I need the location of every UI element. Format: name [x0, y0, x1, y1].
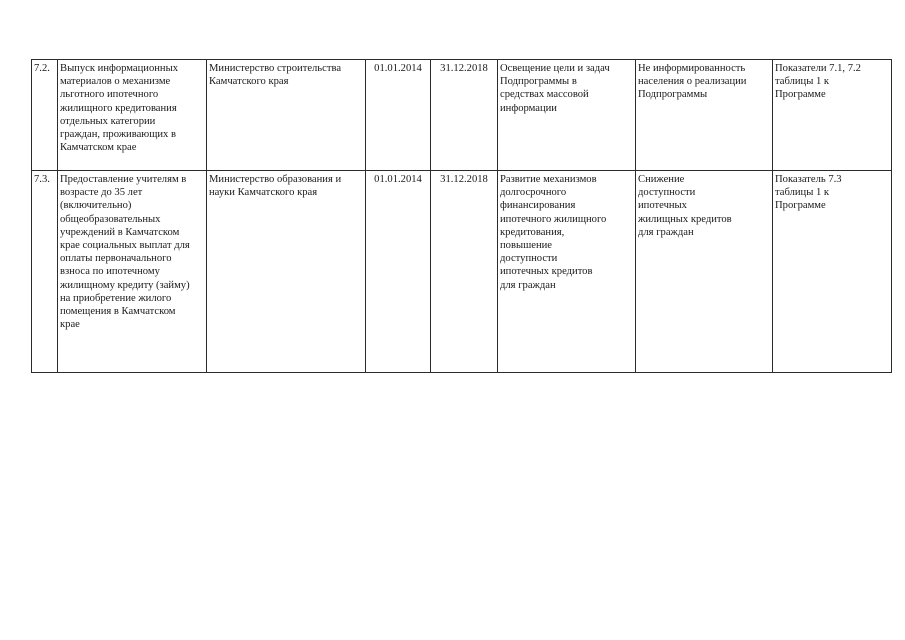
executor: Министерство образования и науки Камчатского края — [207, 171, 366, 373]
table-row — [32, 171, 892, 373]
table-row — [32, 60, 892, 171]
measure-name: Выпуск информационных материалов о механизме льготного ипотечного жилищного кредитования отдельных категории граждан, проживающих в Камчатском крае — [58, 60, 207, 171]
end-date: 31.12.2018 — [431, 171, 498, 373]
related-indicators: Показатели 7.1, 7.2 таблицы 1 к Программе — [773, 60, 892, 171]
non-implementation-consequence: Не информированность населения о реализации Подпрограммы — [636, 60, 773, 171]
related-indicators: Показатель 7.3 таблицы 1 к Программе — [773, 171, 892, 373]
non-implementation-consequence: Снижение доступности ипотечных жилищных кредитов для граждан — [636, 171, 773, 373]
expected-result: Освещение цели и задач Подпрограммы в средствах массовой информации — [498, 60, 636, 171]
measure-name: Предоставление учителям в возрасте до 35 лет (включительно) общеобразовательных учреждений в Камчатском крае социальных выплат для оплаты первоначального взноса по ипотечному жилищному кредиту (займу) на приобретение жилого помещения в Камчатском крае — [58, 171, 207, 373]
end-date: 31.12.2018 — [431, 60, 498, 171]
start-date: 01.01.2014 — [366, 60, 431, 171]
expected-result: Развитие механизмов долгосрочного финансирования ипотечного жилищного кредитования, повышение доступности ипотечных кредитов для граждан — [498, 171, 636, 373]
start-date: 01.01.2014 — [366, 171, 431, 373]
row-number: 7.3. — [32, 171, 58, 373]
row-number: 7.2. — [32, 60, 58, 171]
measures-table — [31, 59, 892, 373]
executor: Министерство строительства Камчатского края — [207, 60, 366, 171]
